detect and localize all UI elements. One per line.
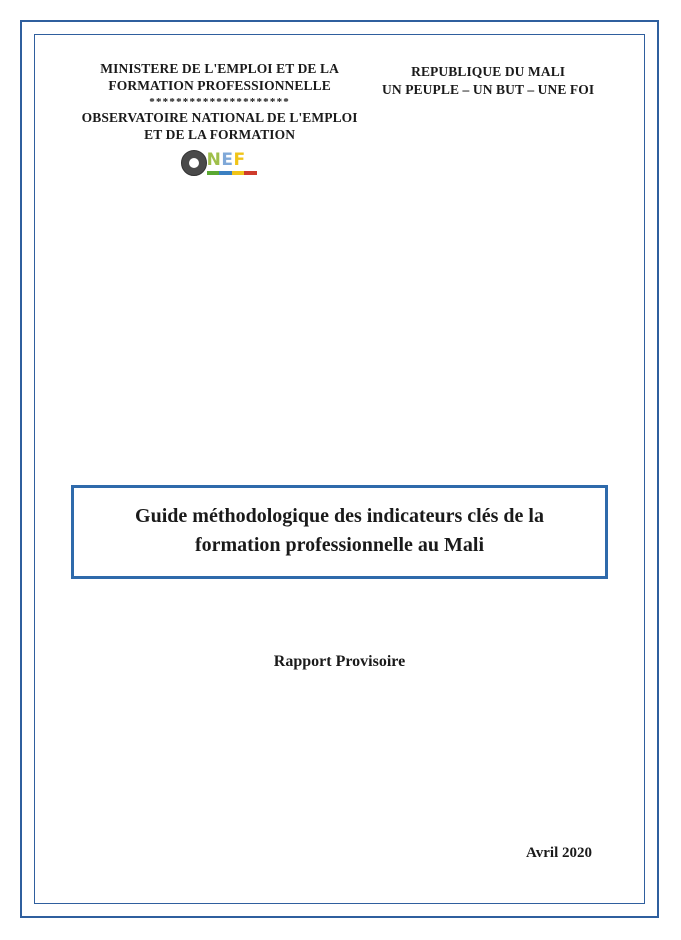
logo-letters <box>206 149 246 170</box>
logo-letter-n: N <box>206 149 222 170</box>
logo-color-bars <box>207 171 257 175</box>
document-header <box>71 61 608 180</box>
title-box <box>71 485 608 579</box>
logo-container <box>71 150 368 180</box>
page-content <box>35 35 644 903</box>
logo-bar-blue <box>219 171 232 175</box>
republic-line-1: REPUBLIQUE DU MALI <box>411 64 566 79</box>
document-page <box>20 20 659 918</box>
logo-bar-green <box>207 171 220 175</box>
logo-circle-icon <box>181 150 207 176</box>
republic-block <box>368 61 608 98</box>
document-date: Avril 2020 <box>526 845 592 861</box>
document-subtitle: Rapport Provisoire <box>273 653 406 670</box>
ministry-line-1: MINISTERE DE L'EMPLOI ET DE LA <box>100 61 339 76</box>
logo-bar-red <box>244 171 257 175</box>
logo-letter-e: E <box>221 149 234 170</box>
ministry-line-2: FORMATION PROFESSIONNELLE <box>108 77 331 93</box>
logo-letter-f: F <box>233 149 246 170</box>
onef-logo <box>181 150 259 180</box>
observatory-line-1: OBSERVATOIRE NATIONAL DE L'EMPLOI <box>81 109 358 125</box>
document-title: Guide méthodologique des indicateurs clés de la formation professionnelle au Mali <box>135 505 544 556</box>
republic-line-2: UN PEUPLE – UN BUT – UNE FOI <box>382 81 595 97</box>
page-inner-border <box>34 34 645 904</box>
logo-bar-yellow <box>232 171 245 175</box>
header-separator: ********************* <box>149 95 290 108</box>
ministry-block <box>71 61 368 180</box>
observatory-line-2: ET DE LA FORMATION <box>144 126 296 142</box>
